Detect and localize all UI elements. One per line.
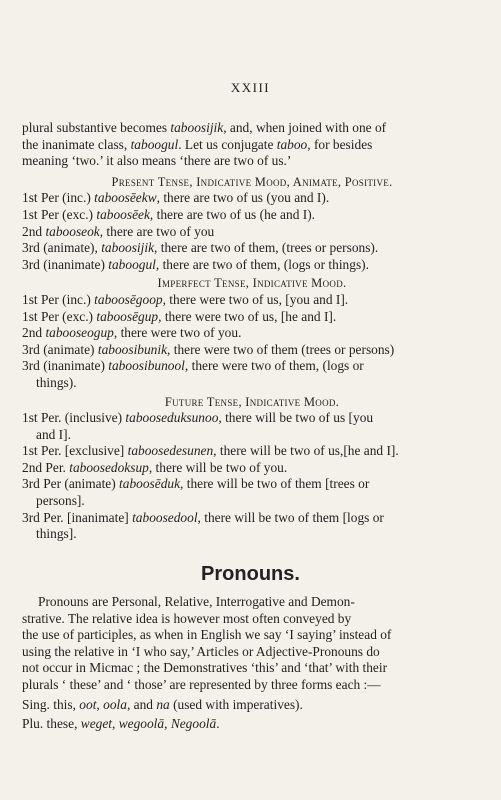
intro-line: meaning ‘two.’ it also means ‘there are two of us.’ (22, 153, 292, 169)
conjugation-row: 1st Per (exc.) taboosēgup, there were two of us, [he and I]. (22, 308, 337, 324)
intro-line: the inanimate class, taboogul. Let us conjugate taboo, for besides (22, 136, 373, 152)
conjugation-row: 1st Per. (inclusive) tabooseduksunoo, there will be two of us [you (22, 410, 374, 426)
conjugation-row-continuation: and I]. (36, 426, 71, 442)
conjugation-row: 3rd Per (animate) taboosēduk, there will be two of them [trees or (22, 476, 370, 492)
conjugation-row: 1st Per. [exclusive] taboosedesunen, there will be two of us,[he and I]. (22, 443, 399, 459)
singular-forms: Sing. this, oot, oola, and na (used with imperatives). (22, 696, 303, 712)
conjugation-row-continuation: persons]. (36, 493, 85, 509)
paragraph-line: the use of participles, as when in English we say ‘I saying’ instead of (22, 627, 392, 643)
paragraph-line: Pronouns are Personal, Relative, Interrogative and Demon- (38, 594, 355, 609)
imperfect-tense-heading: Imperfect Tense, Indicative Mood. (157, 276, 347, 291)
intro-line: plural substantive becomes taboosijik, and, when joined with one of (22, 120, 387, 135)
conjugation-row: 2nd tabooseogup, there were two of you. (22, 325, 242, 341)
conjugation-row: 3rd (animate) taboosibunik, there were two of them (trees or persons) (22, 341, 395, 357)
conjugation-row: 3rd (inanimate) taboogul, there are two of them, (logs or things). (22, 256, 369, 272)
conjugation-row: 1st Per (exc.) taboosēek, there are two of us (he and I). (22, 206, 316, 222)
paragraph-line: strative. The relative idea is however most often conveyed by (22, 610, 352, 626)
conjugation-row: 3rd (inanimate) taboosibunool, there were two of them, (logs or (22, 358, 364, 374)
pronouns-paragraph (22, 594, 482, 733)
page-number: XXIII (230, 80, 271, 95)
paragraph-line: using the relative in ‘I who say,’ Articles or Adjective-Pronouns do (22, 643, 380, 659)
future-tense-heading: Future Tense, Indicative Mood. (164, 394, 340, 409)
body-text (22, 120, 482, 543)
plural-forms: Plu. these, weget, wegoolā, Negoolā. (22, 716, 220, 732)
conjugation-row-continuation: things). (36, 374, 77, 390)
present-tense-heading: Present Tense, Indicative Mood, Animate, Positive. (111, 174, 393, 189)
conjugation-row: 1st Per (inc.) taboosēekw, there are two of us (you and I). (22, 190, 330, 206)
conjugation-row: 2nd tabooseok, there are two of you (22, 223, 215, 239)
conjugation-row: 2nd Per. taboosedoksup, there will be two of you. (22, 459, 288, 475)
pronouns-heading: Pronouns. (201, 563, 300, 585)
conjugation-row: 1st Per (inc.) taboosēgoop, there were two of us, [you and I]. (22, 291, 349, 307)
paragraph-line: plurals ‘ these’ and ‘ those’ are represented by three forms each :— (22, 676, 381, 692)
conjugation-row-continuation: things]. (36, 526, 77, 542)
conjugation-row: 3rd (animate), taboosijik, there are two of them, (trees or persons). (22, 240, 379, 256)
conjugation-row: 3rd Per. [inanimate] taboosedool, there will be two of them [logs or (22, 509, 384, 525)
paragraph-line: not occur in Micmac ; the Demonstratives ‘this’ and ‘that’ with their (22, 660, 388, 676)
